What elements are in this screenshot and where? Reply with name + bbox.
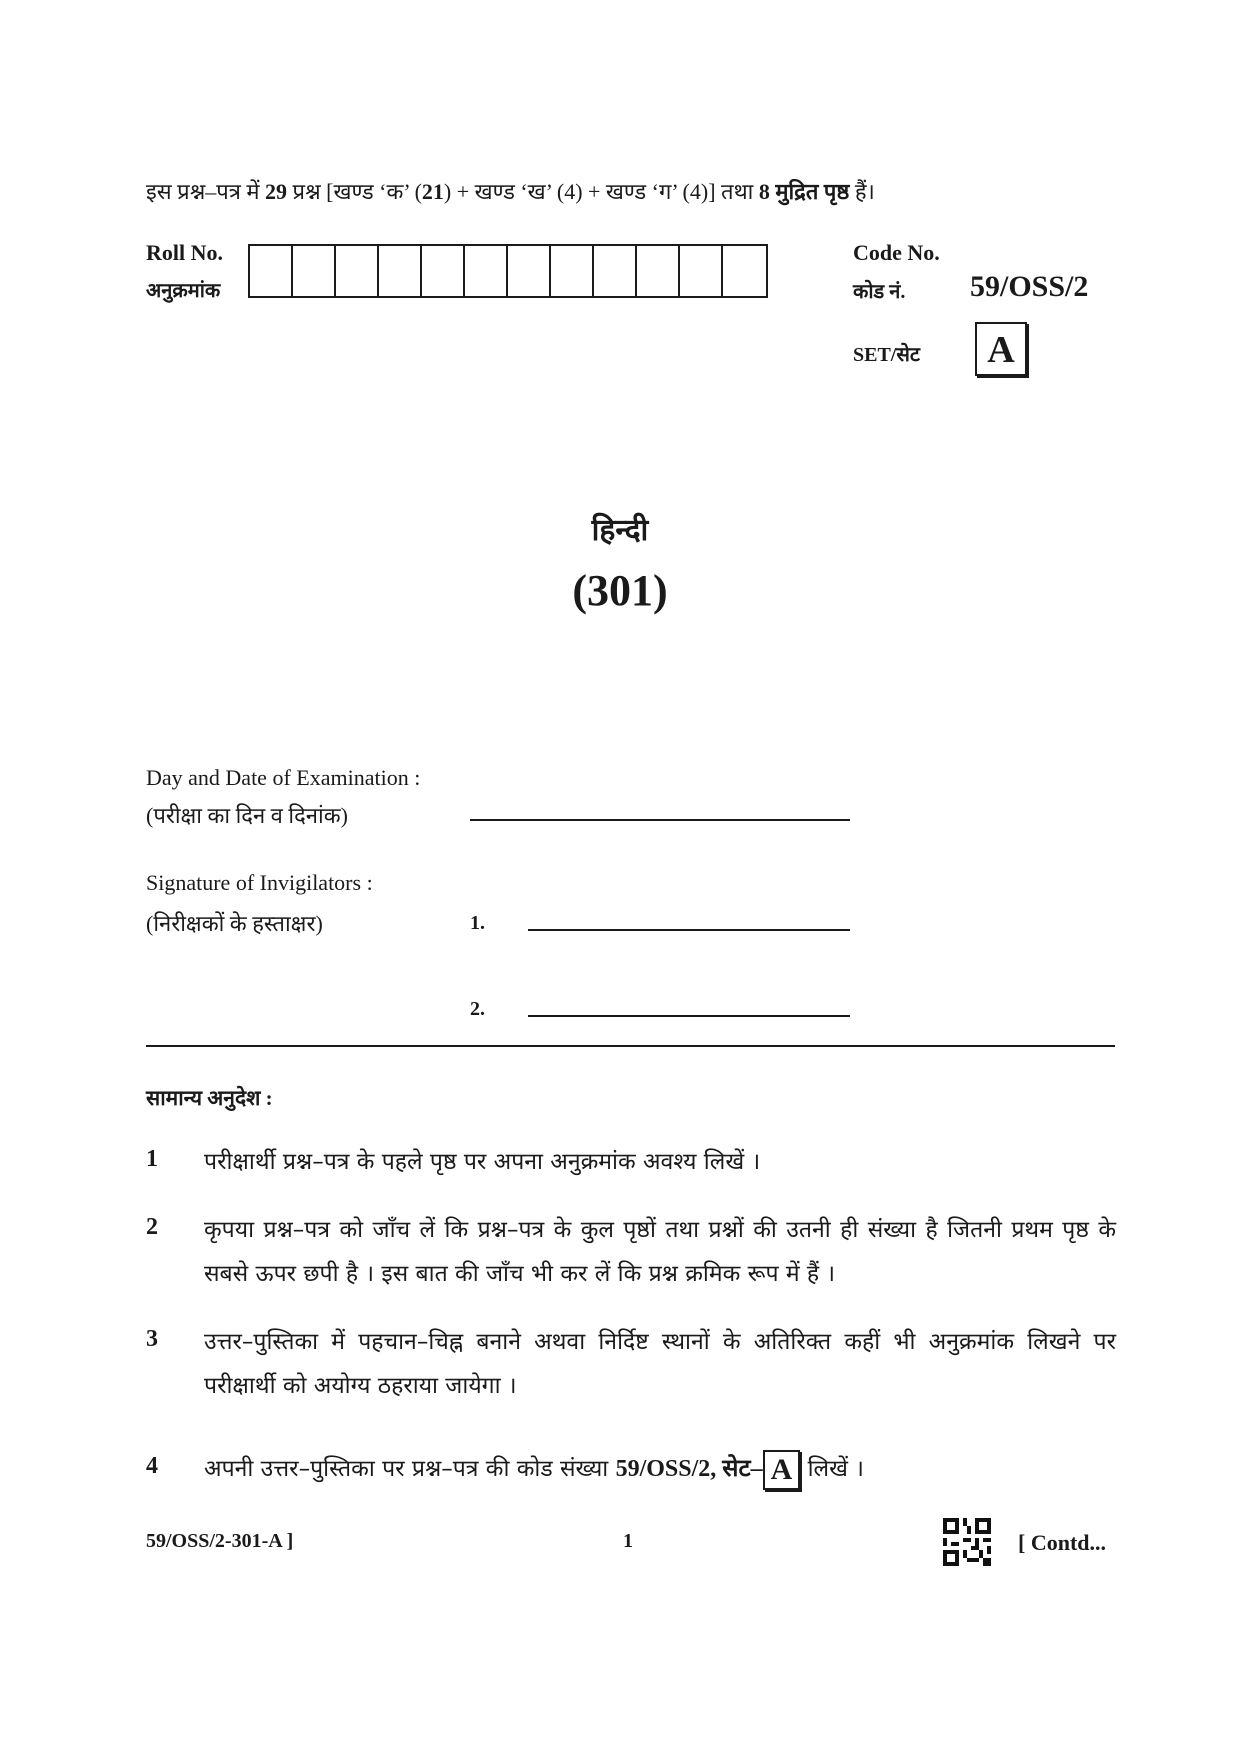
paper-summary-note: इस प्रश्न–पत्र में 29 प्रश्न [खण्ड ‘क’ (21) + खण्ड ‘ख’ (4) + खण्ड ‘ग’ (4)] तथा 8 मुद्रित पृष्ठ हैं। [146, 179, 875, 204]
instruction-text: उत्तर–पुस्तिका में पहचान–चिह्न बनाने अथवा निर्दिष्ट स्थानों के अतिरिक्त कहीं भी अनुक्रमांक लिखने पर परीक्षार्थी को अयोग्य ठहराया जायेगा । [204, 1329, 1116, 1399]
roll-no-digit-box[interactable] [723, 246, 766, 296]
roll-no-digit-box[interactable] [680, 246, 723, 296]
invigilator-signature-label-hindi: (निरीक्षकों के हस्ताक्षर) [146, 911, 323, 936]
roll-no-boxes[interactable] [248, 244, 768, 298]
exam-date-label-hindi: (परीक्षा का दिन व दिनांक) [146, 803, 348, 828]
roll-no-label: Roll No. [146, 240, 223, 265]
roll-no-digit-box[interactable] [551, 246, 594, 296]
invigilator-signature-label: Signature of Invigilators : [146, 870, 373, 895]
roll-no-digit-box[interactable] [508, 246, 551, 296]
page-number: 1 [623, 1530, 633, 1552]
section-divider [146, 1045, 1115, 1047]
roll-no-digit-box[interactable] [465, 246, 508, 296]
roll-no-digit-box[interactable] [422, 246, 465, 296]
signature-2-line[interactable] [528, 1015, 850, 1017]
footer-paper-code: 59/OSS/2-301-A ] [146, 1530, 294, 1552]
instruction-text: कृपया प्रश्न–पत्र को जाँच लें कि प्रश्न–पत्र के कुल पृष्ठों तथा प्रश्नों की उतनी ही संख्या है जितनी प्रथम पृष्ठ के सबसे ऊपर छपी है । इस बात की जाँच भी कर लें कि प्रश्न क्रमिक रूप में हैं । [204, 1217, 1116, 1287]
instruction-number: 4 [146, 1453, 158, 1479]
roll-no-digit-box[interactable] [379, 246, 422, 296]
roll-no-digit-box[interactable] [293, 246, 336, 296]
set-label: SET/सेट [853, 344, 920, 366]
set-box: A [975, 322, 1027, 376]
instruction-number: 1 [146, 1146, 158, 1172]
roll-no-digit-box[interactable] [336, 246, 379, 296]
signature-1-number: 1. [470, 912, 485, 934]
signature-1-line[interactable] [528, 929, 850, 931]
roll-no-digit-box[interactable] [594, 246, 637, 296]
set-box-inline: A [763, 1450, 801, 1490]
instruction-number: 2 [146, 1214, 158, 1240]
subject-code: (301) [572, 566, 668, 615]
code-no-label: Code No. [853, 240, 940, 265]
qr-code-icon [943, 1518, 991, 1566]
subject-title: हिन्दी [591, 514, 649, 547]
exam-date-label: Day and Date of Examination : [146, 765, 421, 790]
signature-2-number: 2. [470, 998, 485, 1020]
roll-no-label-hindi: अनुक्रमांक [146, 280, 221, 302]
exam-date-line[interactable] [470, 819, 850, 821]
roll-no-digit-box[interactable] [250, 246, 293, 296]
instruction-text: अपनी उत्तर–पुस्तिका पर प्रश्न–पत्र की कोड संख्या 59/OSS/2, सेट– A लिखें । [204, 1447, 1116, 1491]
roll-no-digit-box[interactable] [637, 246, 680, 296]
instruction-text: परीक्षार्थी प्रश्न–पत्र के पहले पृष्ठ पर अपना अनुक्रमांक अवश्य लिखें । [204, 1149, 761, 1175]
instructions-heading: सामान्य अनुदेश : [146, 1086, 273, 1110]
instruction-number: 3 [146, 1326, 158, 1352]
continued-label: [ Contd... [1018, 1530, 1107, 1555]
code-no-value: 59/OSS/2 [970, 270, 1089, 303]
code-no-label-hindi: कोड नं. [853, 281, 906, 303]
